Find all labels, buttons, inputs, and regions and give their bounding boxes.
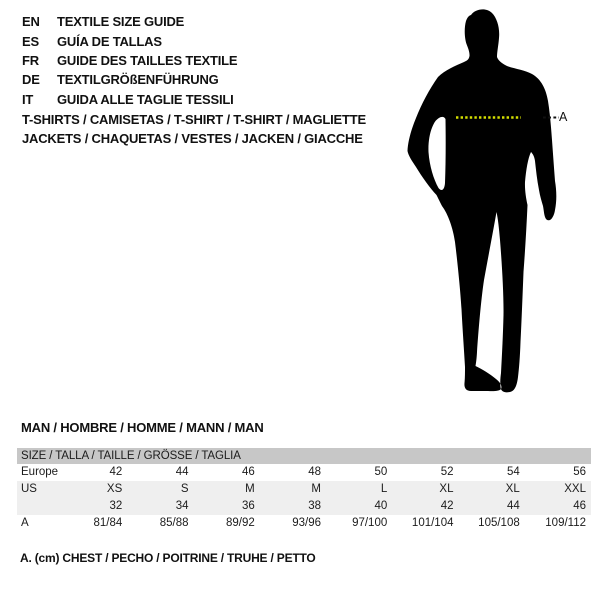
size-cell: 52 (440, 466, 454, 478)
size-cell: XXL (564, 483, 586, 495)
footnote-chest-measure: A. (cm) CHEST / PECHO / POITRINE / TRUHE / PETTO (20, 551, 316, 565)
size-cell: 46 (573, 500, 586, 512)
table-row-chest-a (17, 515, 591, 532)
language-row-it (22, 90, 237, 109)
size-cell: 56 (573, 466, 586, 478)
size-cell: S (180, 483, 189, 495)
size-cell: L (380, 483, 388, 495)
language-code: FR (22, 52, 39, 68)
language-title: TEXTILE SIZE GUIDE (57, 14, 185, 30)
section-title-man: MAN / HOMBRE / HOMME / MANN / MAN (21, 420, 264, 435)
language-title: TEXTILGRÖßENFÜHRUNG (57, 72, 219, 88)
row-label: US (21, 483, 37, 495)
size-cell: 34 (175, 500, 189, 512)
size-cell: 97/100 (352, 517, 388, 529)
size-cell: 54 (506, 466, 520, 478)
garment-line-tshirts: T-SHIRTS / CAMISETAS / T-SHIRT / T-SHIRT / MAGLIETTE (22, 112, 366, 127)
size-cell: 44 (175, 466, 189, 478)
language-code: DE (22, 72, 40, 88)
size-cell: 105/108 (478, 517, 520, 529)
size-cell: XL (505, 483, 520, 495)
garment-line-jackets: JACKETS / CHAQUETAS / VESTES / JACKEN / GIACCHE (22, 131, 363, 147)
size-cell: 42 (109, 466, 123, 478)
size-cell: 32 (109, 500, 123, 512)
measure-label-a: A (559, 110, 568, 124)
language-code: EN (22, 14, 40, 30)
language-title: GUIDA ALLE TAGLIE TESSILI (57, 91, 234, 107)
row-label: Europe (21, 466, 59, 478)
garment-types (22, 110, 366, 149)
size-cell: 89/92 (225, 517, 255, 529)
size-cell: 44 (506, 500, 520, 512)
language-code: ES (22, 33, 39, 49)
language-row-es (22, 31, 237, 50)
language-row-en (22, 12, 237, 31)
row-label (17, 498, 61, 515)
size-cell: 40 (374, 500, 388, 512)
language-code: IT (22, 91, 34, 107)
language-list (22, 12, 237, 109)
table-row-europe (17, 464, 591, 481)
size-cell: 85/88 (159, 517, 189, 529)
size-cell: M (311, 483, 321, 495)
table-row-numeric (17, 498, 591, 515)
size-table-header: SIZE / TALLA / TAILLE / GRÖSSE / TAGLIA (17, 448, 591, 464)
size-cell: 38 (308, 500, 321, 512)
size-cell: 42 (440, 500, 454, 512)
size-cell: 46 (241, 466, 255, 478)
size-cell: 36 (241, 500, 255, 512)
size-cell: 50 (374, 466, 388, 478)
figure-svg (395, 0, 600, 400)
language-row-de (22, 70, 237, 89)
language-title: GUÍA DE TALLAS (57, 33, 162, 49)
size-cell: 109/112 (545, 517, 586, 529)
size-cell: XS (106, 483, 123, 495)
language-row-fr (22, 51, 237, 70)
size-table (17, 448, 591, 532)
row-label: A (21, 517, 29, 529)
size-cell: M (245, 483, 255, 495)
man-silhouette (408, 9, 557, 392)
size-cell: XL (439, 483, 454, 495)
table-row-us (17, 481, 591, 498)
language-title: GUIDE DES TAILLES TEXTILE (57, 52, 238, 68)
size-cell: 48 (308, 466, 321, 478)
size-cell: 101/104 (411, 517, 454, 529)
size-cell: 81/84 (93, 517, 123, 529)
size-cell: 93/96 (292, 517, 321, 529)
